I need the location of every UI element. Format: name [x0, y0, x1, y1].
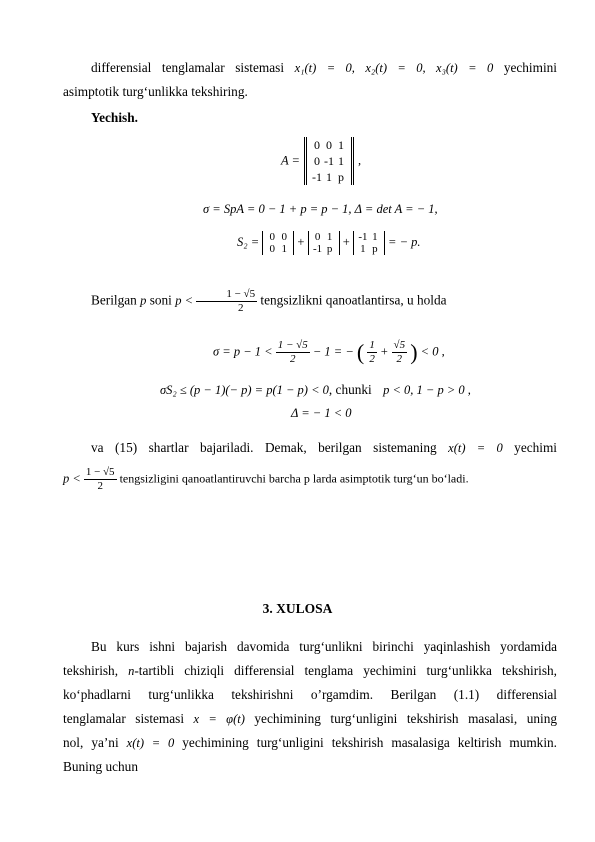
- matrix-a-cell: -1: [323, 154, 334, 168]
- minor-2-cell: 0: [314, 231, 321, 243]
- sigma2-frac-2: [367, 339, 377, 366]
- xl5-eq: x(t) = 0: [126, 736, 175, 750]
- p3-tail: yechimi: [514, 440, 558, 455]
- frac1-den: 2: [289, 353, 296, 365]
- xl2-var: n: [128, 664, 135, 678]
- chunki-cond: p < 0, 1 − p > 0 ,: [383, 383, 471, 397]
- xulosa-line-1: Bu kurs ishni bajarish davomida turg‘unlikni birinchi yaqinlashish yordamida: [91, 639, 557, 654]
- frac-num: 1 − √5: [196, 288, 257, 302]
- frac2-den: 2: [369, 353, 375, 365]
- minor-3-cell: 1: [360, 243, 366, 255]
- paren-open: (: [356, 339, 365, 365]
- solution-label: Yechish.: [91, 110, 138, 125]
- minor-2-cell: -1: [313, 243, 323, 255]
- chunki-text: , chunki: [328, 382, 372, 397]
- frac1-num: 1 − √5: [277, 339, 308, 351]
- xl2-a: tekshirish,: [63, 663, 119, 678]
- condition-line: [63, 288, 557, 315]
- system-equation: x₁(t) = 0, x₂(t) = 0, x₃(t) = 0: [294, 61, 494, 75]
- xulosa-line-5: [63, 731, 557, 755]
- plus-2: +: [342, 234, 350, 249]
- matrix-a: [304, 137, 354, 185]
- minor-1: [262, 231, 294, 255]
- p3-line2: tengsizligini qanoatlantiruvchi barcha p larda asimptotik turg‘un bo‘ladi.: [119, 471, 469, 486]
- condition-tail: tengsizlikni qanoatlantirsa, u holda: [260, 292, 447, 308]
- minor-3-cell: 1: [372, 231, 378, 243]
- frac2-num: 1: [369, 339, 375, 351]
- matrix-a-cell: 1: [337, 154, 344, 168]
- s2-equation: [237, 231, 421, 255]
- matrix-a-cell: 0: [325, 138, 332, 152]
- xl4-b: yechimining turg‘unligini tekshirish masalasi, uning: [254, 711, 557, 726]
- conclusion-line-1: [63, 436, 557, 460]
- xulosa-line-4: [63, 707, 557, 731]
- p3-ineq-lhs: p <: [63, 471, 81, 486]
- p3-text: va (15) shartlar bajariladi. Demak, berilgan sistemaning: [91, 440, 437, 455]
- frac3-den: 2: [396, 353, 403, 365]
- minor-1-row: [266, 243, 290, 255]
- s2-lhs: S₂ =: [237, 234, 260, 249]
- xulosa-line-3: ko‘phadlarni turg‘unlikka tekshirishni o’rgamdim. Berilgan (1.1) differensial: [63, 687, 557, 702]
- xl5-a: nol, ya’ni: [63, 735, 119, 750]
- matrix-a-cell: -1: [311, 170, 322, 184]
- conclusion-line-2: [63, 466, 557, 493]
- minor-2-cell: 1: [326, 231, 333, 243]
- ineq-lhs: p <: [175, 293, 194, 308]
- minor-1-row: [266, 231, 290, 243]
- matrix-a-cell: p: [337, 170, 344, 184]
- matrix-a-cell: 1: [325, 170, 332, 184]
- matrix-a-row: [311, 153, 347, 169]
- sigma2-frac-3: [392, 339, 408, 366]
- matrix-a-cell: 0: [313, 154, 320, 168]
- minor-3-row: [357, 231, 381, 243]
- sigma2-mid: − 1 = −: [312, 344, 354, 359]
- var-p: p: [140, 293, 147, 308]
- p3-frac-den: 2: [97, 480, 103, 492]
- intro-tail: yechimini: [503, 60, 558, 75]
- sigma2-rhs: < 0 ,: [420, 344, 445, 359]
- minor-1-cell: 0: [269, 231, 276, 243]
- berilgan-text: Berilgan: [91, 292, 137, 308]
- xl4-eq: x = φ(t): [193, 712, 245, 726]
- minor-3-cell: p: [372, 243, 378, 255]
- xulosa-line-2: [63, 659, 557, 683]
- matrix-a-comma: ,: [357, 153, 362, 168]
- minor-3-row: [357, 243, 381, 255]
- matrix-a-lhs: A =: [281, 153, 300, 168]
- xl2-b: -tartibli chiziqli differensial tenglama yechimini turg‘unlikka tekshirish,: [134, 663, 557, 678]
- soni-text: soni: [149, 292, 172, 308]
- minor-2-row: [312, 243, 336, 255]
- intro-line-1: [63, 56, 557, 80]
- matrix-a-equation: [281, 137, 361, 185]
- xulosa-line-6: Buning uchun: [63, 759, 138, 774]
- intro-lead: differensial tenglamalar sistemasi: [91, 60, 285, 75]
- sigma2-plus: +: [379, 344, 389, 359]
- minor-1-cell: 1: [281, 243, 288, 255]
- sigma-trace-equation: σ = SpA = 0 − 1 + p = p − 1, Δ = det A = − 1,: [203, 202, 438, 216]
- sigma-s2-line: [160, 382, 471, 398]
- fraction: [196, 288, 257, 315]
- minor-2-cell: p: [326, 243, 333, 255]
- intro-line-2: asimptotik turg‘unlikka tekshiring.: [63, 84, 248, 99]
- plus-1: +: [297, 234, 305, 249]
- delta-inequality: Δ = − 1 < 0: [291, 406, 352, 420]
- matrix-a-cell: 1: [337, 138, 344, 152]
- minor-1-cell: 0: [281, 231, 288, 243]
- paren-close: ): [410, 339, 418, 365]
- minor-2-row: [312, 231, 336, 243]
- sigma-inequality: [213, 339, 445, 366]
- minor-2: [308, 231, 340, 255]
- xl5-b: yechimining turg‘unligini tekshirish masalasiga keltirish mumkin.: [182, 735, 557, 750]
- p3-frac-num: 1 − √5: [85, 466, 115, 478]
- frac3-num: √5: [393, 339, 406, 351]
- p3-eq: x(t) = 0: [448, 441, 503, 455]
- frac-den: 2: [237, 302, 244, 314]
- s2-rhs: = − p.: [388, 234, 421, 249]
- minor-1-cell: 0: [269, 243, 276, 255]
- minor-3-cell: -1: [358, 231, 368, 243]
- sigma-s2-expr: σS₂ ≤ (p − 1)(− p) = p(1 − p) < 0: [160, 383, 329, 397]
- matrix-a-cell: 0: [313, 138, 320, 152]
- section-title: 3. XULOSA: [262, 601, 333, 616]
- p3-frac: [84, 466, 117, 493]
- matrix-a-row: [311, 137, 347, 153]
- sigma2-lhs: σ = p − 1 <: [213, 344, 273, 359]
- sigma2-frac-1: [276, 339, 310, 366]
- matrix-a-row: [311, 169, 347, 185]
- minor-3: [353, 231, 385, 255]
- xl4-a: tenglamalar sistemasi: [63, 711, 185, 726]
